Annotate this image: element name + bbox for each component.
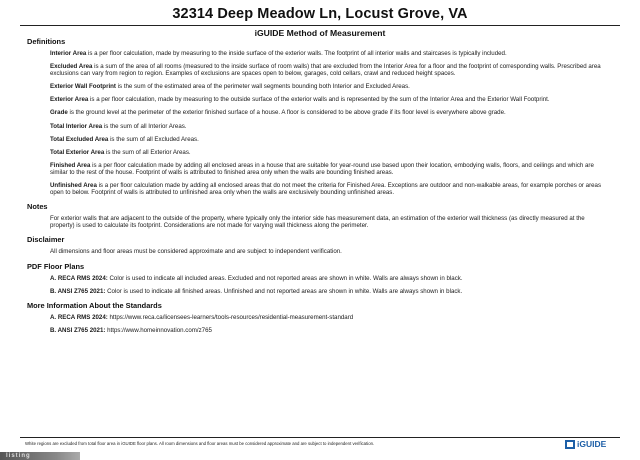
pdf-floor-plan-reca: A. RECA RMS 2024: Color is used to indicate all included areas. Excluded and not reported areas are shown in white. Walls are always shown in black.	[50, 274, 463, 282]
iguide-logo-text: iGUIDE	[577, 439, 607, 449]
definition-total-exterior-area: Total Exterior Area is the sum of all Exterior Areas.	[50, 148, 191, 156]
definitions-heading: Definitions	[27, 37, 66, 46]
footer-note: White regions are excluded from total floor area in iGUIDE floor plans. All room dimensions and floor areas must be considered approximate and are subject to independent verification.	[25, 441, 375, 446]
notes-heading: Notes	[27, 202, 48, 212]
disclaimer-text: All dimensions and floor areas must be considered approximate and are subject to independent verification.	[50, 248, 342, 256]
definition-unfinished-area: Unfinished Area is a per floor calculation made by adding all enclosed areas that do not meet the criteria for Finished Area. Exceptions are outdoor and non-walkable areas, for example porches or areas open to below. Footprint of walls is attributed to unfinished area only when the walls are exclusively bounding unfinished areas.	[50, 182, 602, 197]
definition-total-interior-area: Total Interior Area is the sum of all Interior Areas.	[50, 122, 187, 130]
property-address-title: 32314 Deep Meadow Ln, Locust Grove, VA	[172, 6, 468, 22]
disclaimer-heading: Disclaimer	[27, 235, 65, 245]
corner-watermark-label: listing	[6, 453, 31, 459]
title-divider	[20, 25, 620, 26]
definition-grade: Grade is the ground level at the perimeter of the exterior finished surface of a house. A floor is considered to be above grade if its floor level is everywhere above grade.	[50, 109, 506, 117]
definition-finished-area: Finished Area is a per floor calculation made by adding all enclosed areas in a house that are suitable for year-round use based upon their location, embodying walls, floors, and ceilings and which are similar to the rest of the house. Footprint of walls is attributed to finished area only when the walls are bounding finished areas.	[50, 161, 594, 176]
definition-exterior-area: Exterior Area is a per floor calculation, made by measuring to the outside surface of the exterior walls and is represented by the sum of the Interior Area and the Exterior Wall Footprint.	[50, 96, 550, 104]
pdf-floor-plans-heading: PDF Floor Plans	[27, 261, 85, 271]
definition-interior-area: Interior Area is a per floor calculation, made by measuring to the inside surface of the exterior walls. The footprint of all interior walls and staircases is typically included.	[50, 50, 507, 57]
footer-divider	[20, 437, 620, 438]
definition-excluded-area: Excluded Area is a sum of the area of all rooms (measured to the inside surface of room walls) that are excluded from the Interior Area for a floor and the footprint of corresponding walls. Prescribed area exclusions can vary from region to region. Examples of exclusions are spaces open to below, garages, cold cellars, crawl and reduced height spaces.	[50, 63, 601, 78]
standards-ansi-link[interactable]: B. ANSI Z765 2021: https://www.homeinnovation.com/z765	[50, 326, 212, 334]
notes-text: For exterior walls that are adjacent to the outside of the property, where typically only the interior side has measurement data, an estimation of the exterior wall thickness (as directly measured at the property) is used to calculate its footprint. Considerations are not made for varying wall thickness along the perimeter.	[50, 215, 585, 230]
content-body	[27, 37, 619, 334]
iguide-logo	[565, 439, 606, 449]
definition-total-excluded-area: Total Excluded Area is the sum of all Excluded Areas.	[50, 135, 199, 143]
definition-exterior-wall-footprint: Exterior Wall Footprint is the sum of the estimated area of the perimeter wall segments bounding both Interior and Excluded Areas.	[50, 83, 410, 91]
pdf-floor-plan-ansi: B. ANSI Z765 2021: Color is used to indicate all finished areas. Unfinished and not reported areas are shown in white. Walls are always shown in black.	[50, 287, 463, 295]
iguide-logo-icon	[565, 440, 575, 449]
standards-reca-link[interactable]: A. RECA RMS 2024: https://www.reca.ca/licensees-learners/tools-resources/residential-measurement-standard	[50, 313, 354, 321]
standards-heading: More Information About the Standards	[27, 300, 162, 310]
method-title: iGUIDE Method of Measurement	[254, 28, 386, 38]
